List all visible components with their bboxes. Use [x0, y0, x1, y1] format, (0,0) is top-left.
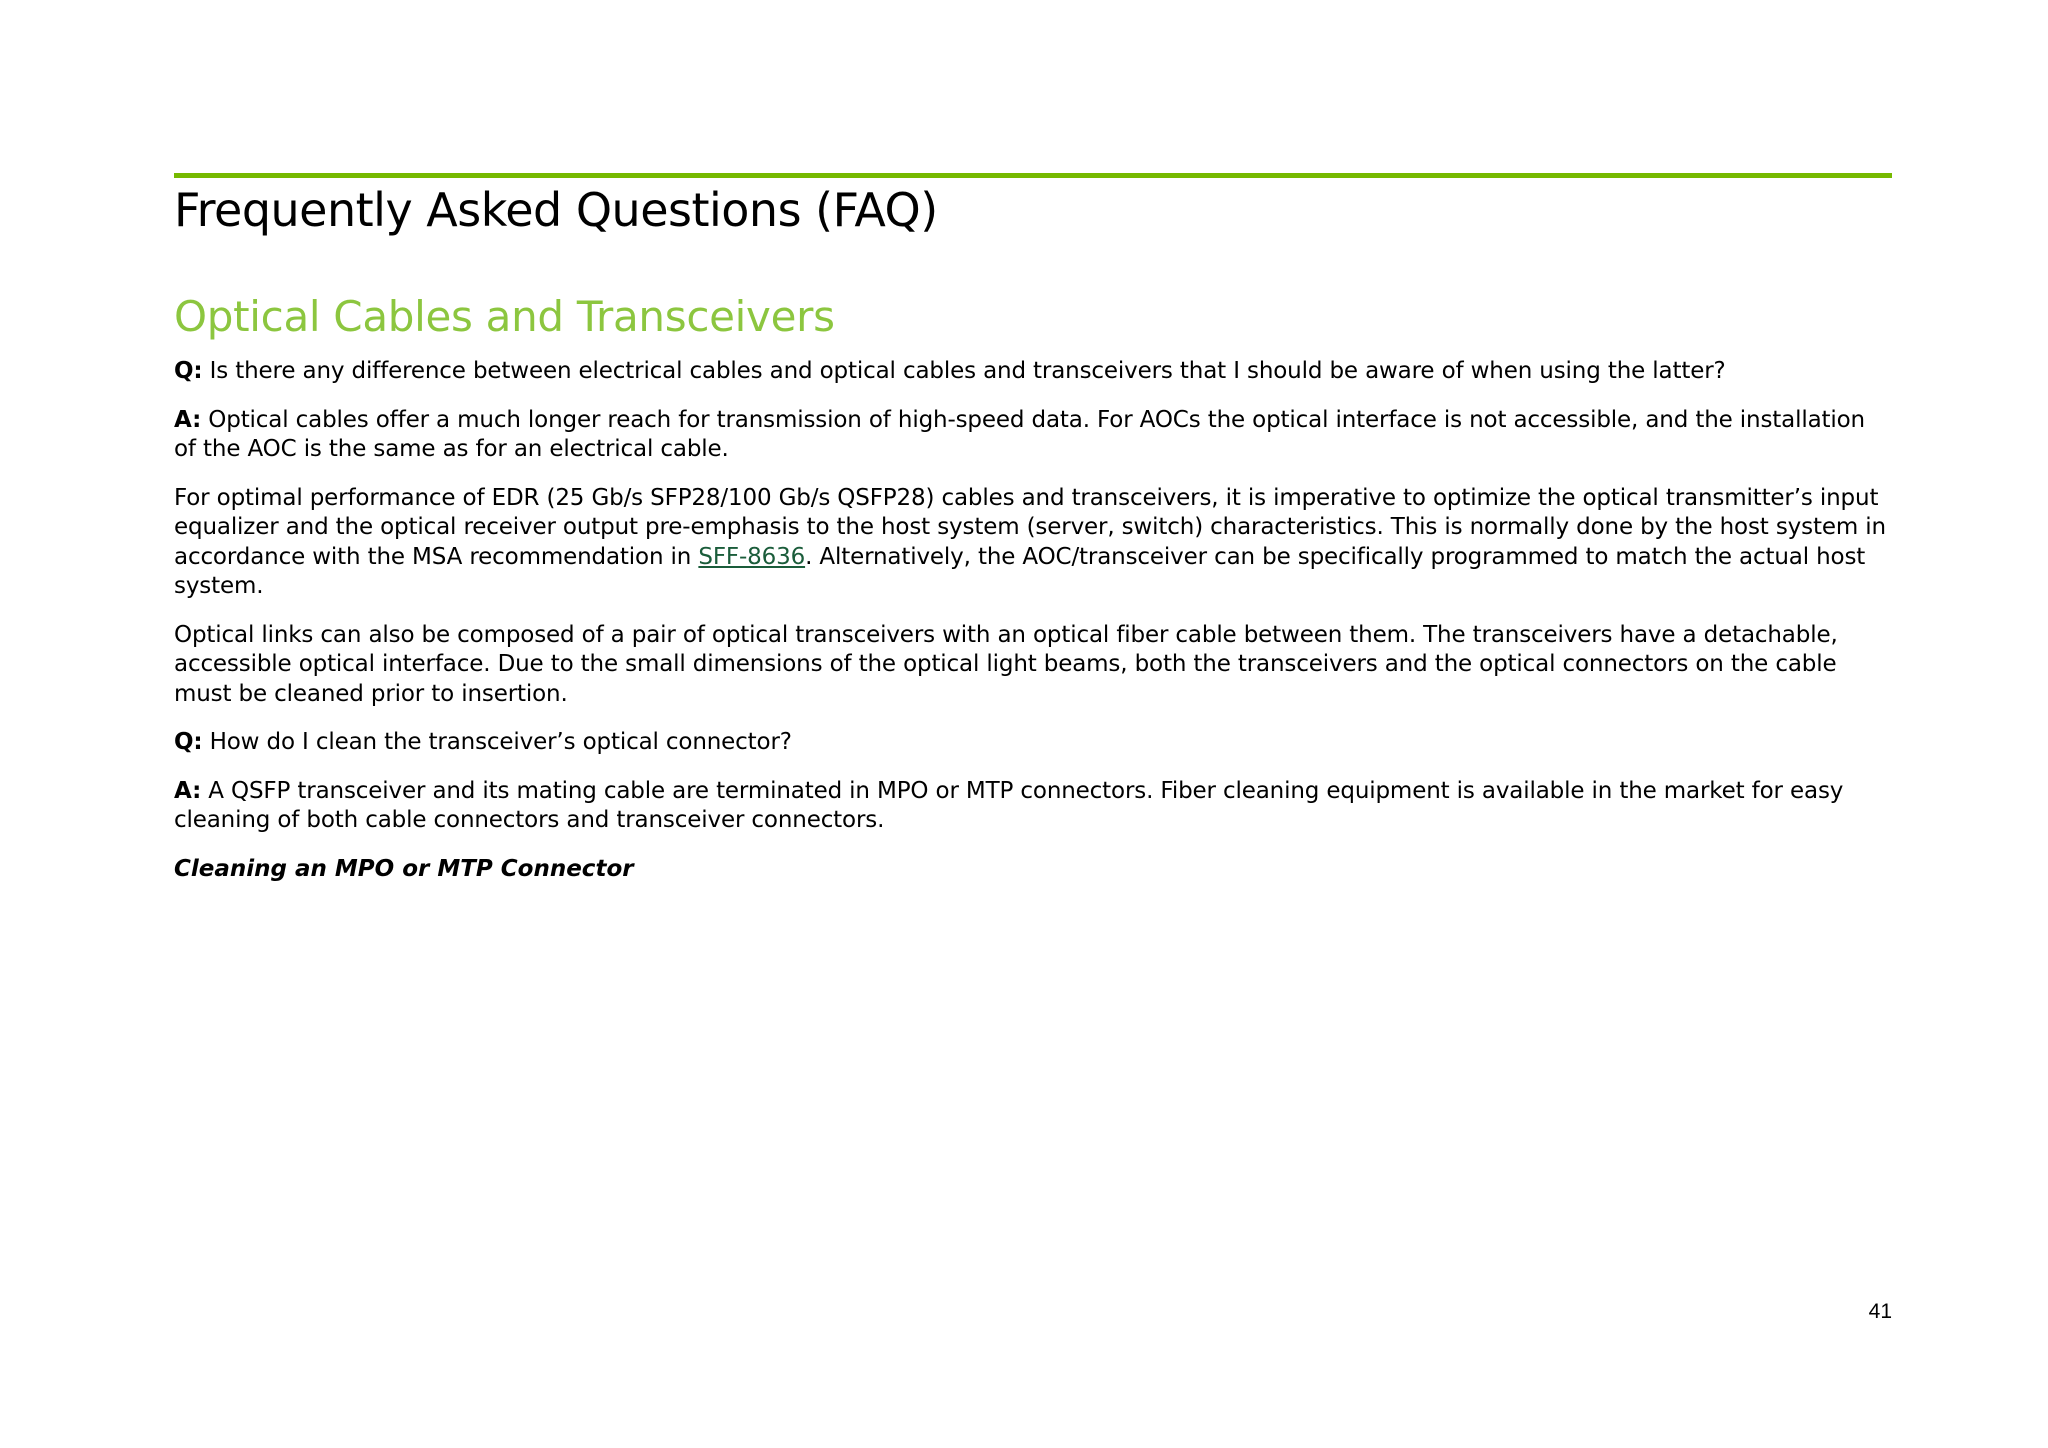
question-text: How do I clean the transceiver’s optical connector? [202, 729, 792, 756]
section-title: Optical Cables and Transceivers [174, 291, 835, 341]
faq-answer-1 [174, 406, 1892, 465]
question-label: Q: [174, 358, 203, 385]
page-title: Frequently Asked Questions (FAQ) [174, 183, 938, 237]
answer-label: A: [174, 406, 202, 433]
paragraph-text-after-link: . Alternatively, the AOC/transceiver can be specifically programmed to match the actual host system. [174, 543, 1866, 600]
faq-question-1 [174, 357, 1892, 387]
faq-question-2 [174, 728, 1892, 758]
page-number: 41 [1868, 1300, 1892, 1323]
question-text: Is there any difference between electrical cables and optical cables and transceivers that I should be aware of when using the latter? [202, 358, 1726, 385]
subheading-cleaning: Cleaning an MPO or MTP Connector [174, 855, 634, 882]
answer-text: Optical cables offer a much longer reach for transmission of high-speed data. For AOCs the optical interface is not accessible, and the installation of the AOC is the same as for an electrical cable. [174, 406, 1865, 463]
faq-answer-2 [174, 777, 1892, 836]
faq-paragraph-edr [174, 484, 1892, 602]
answer-text: A QSFP transceiver and its mating cable are terminated in MPO or MTP connectors. Fiber cleaning equipment is available in the market for easy cleaning of both cable connectors and transceiver connectors. [174, 777, 1844, 834]
page-content [174, 173, 1892, 884]
sff-8636-link[interactable]: SFF-8636 [698, 543, 806, 570]
paragraph-text-before-link: For optimal performance of EDR (25 Gb/s SFP28/100 Gb/s QSFP28) cables and transceivers, it is imperative to optimize the optical transmitter’s input equalizer and the optical receiver output pre-emphasis to the host system (server, switch) characteristics. This is normally done by the host system in accordance with the MSA recommendation in [174, 484, 1886, 570]
answer-label: A: [174, 777, 202, 804]
faq-paragraph-optical-links: Optical links can also be composed of a pair of optical transceivers with an optical fiber cable between them. The transceivers have a detachable, accessible optical interface. Due to the small dimensions of the optical light beams, both the transceivers and the optical connectors on the cable must be cleaned prior to insertion. [174, 621, 1838, 707]
question-label: Q: [174, 729, 203, 756]
header-rule [174, 173, 1892, 178]
